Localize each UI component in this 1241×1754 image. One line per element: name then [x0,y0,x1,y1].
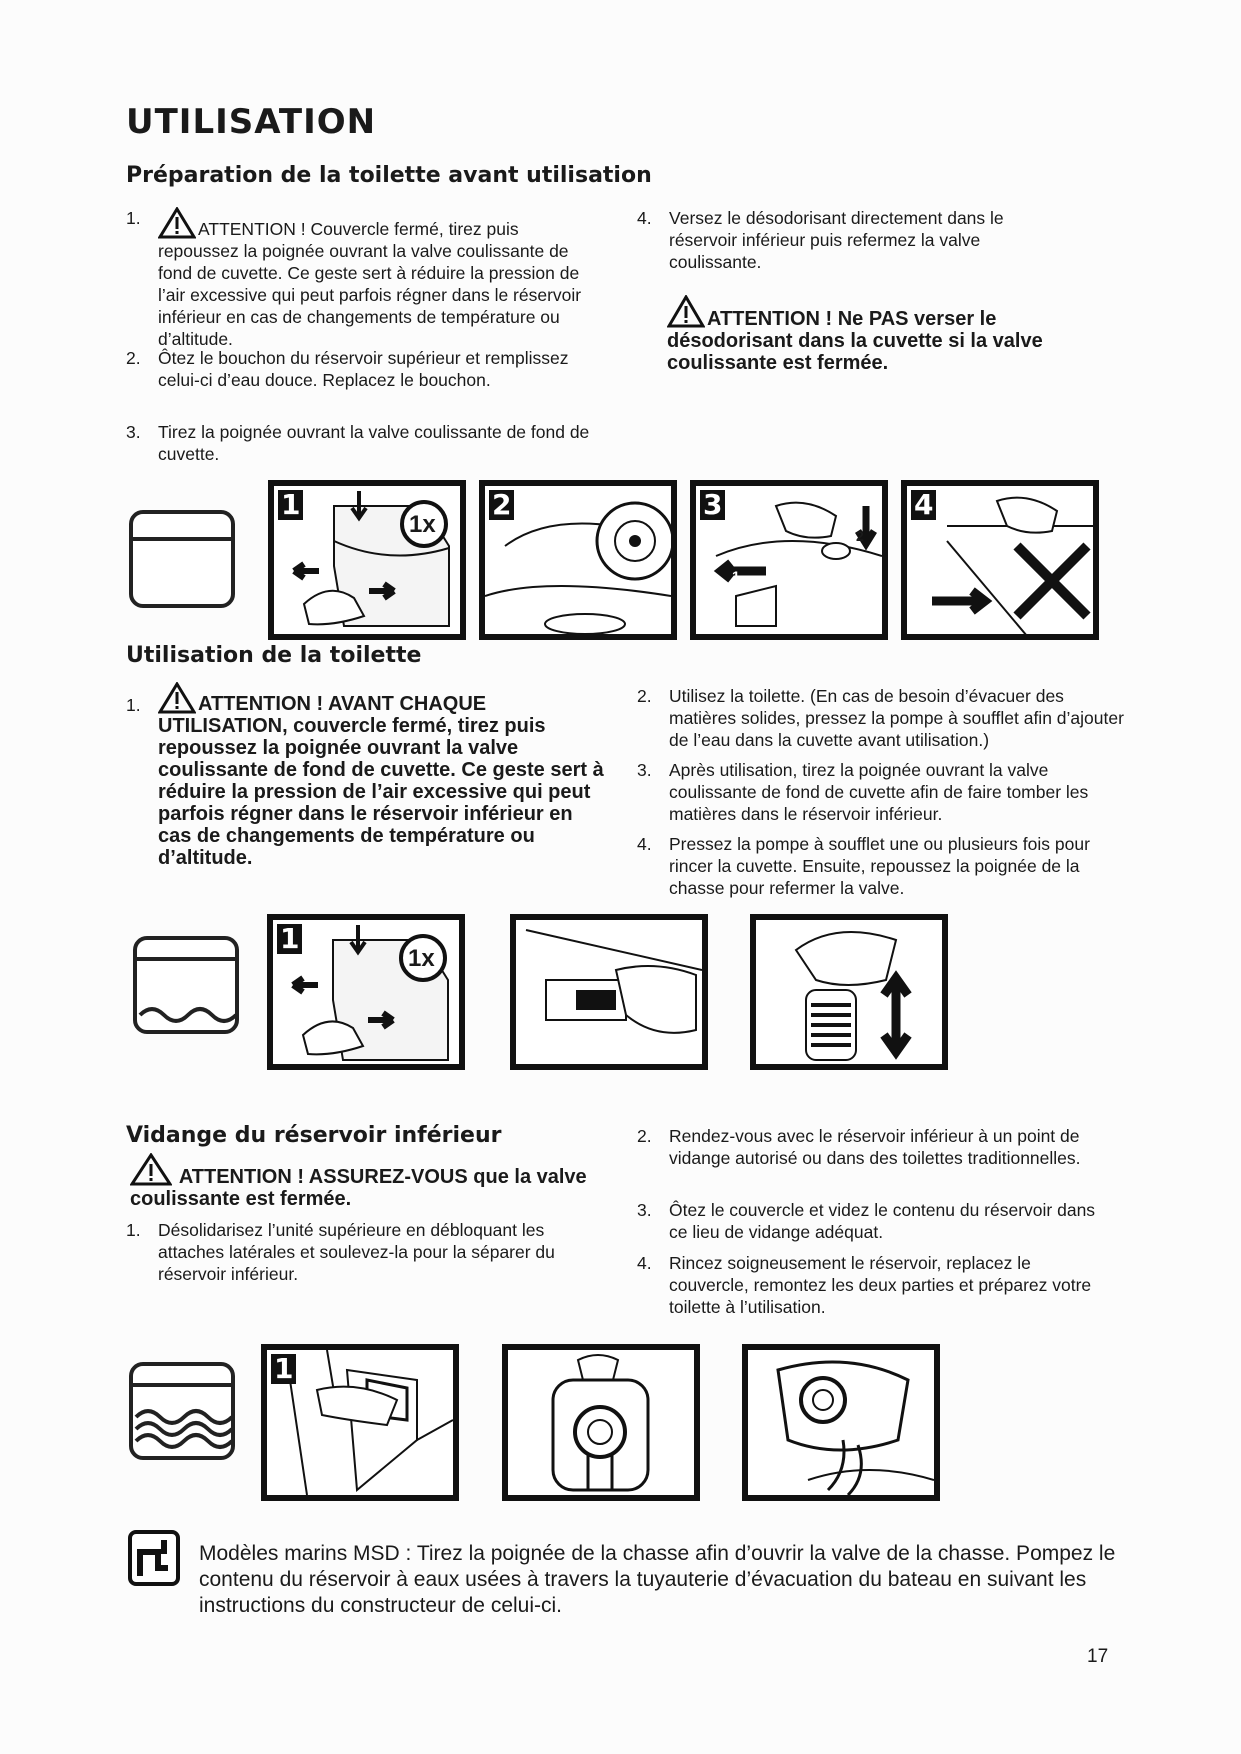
step-number: 3. [637,1200,652,1220]
step-text: Ôtez le bouchon du réservoir supérieur et remplissez celui-ci d’eau douce. Replacez le bouchon. [158,348,569,390]
prep-panel-4 [901,480,1099,640]
panel-number: 3 [700,490,725,520]
panel-number: 2 [489,490,514,520]
panel-number: 1 [271,1354,296,1384]
step-number: 3. [637,760,652,780]
step-text: Ôtez le couvercle et videz le contenu du réservoir dans ce lieu de vidange adéquat. [669,1200,1096,1242]
arrow-label: 1 [732,568,740,584]
step-number: 2. [126,348,141,368]
step-number: 4. [637,834,652,854]
warning-icon [667,295,705,329]
prep-step-1 [126,207,596,350]
warning-text: ATTENTION ! Ne PAS verser le désodorisant dans la cuvette si la valve coulissante est fermée. [667,308,1043,374]
prep-panel-3 [690,480,888,640]
step-number: 4. [637,1253,652,1273]
step-number: 3. [126,422,141,442]
once-label: 1x [408,945,435,972]
step-text: Utilisez la toilette. (En cas de besoin d’évacuer des matières solides, pressez la pompe à soufflet afin d’ajouter de l’eau dans la cuvette avant utilisation.) [669,686,1124,750]
illustration-pull-valve-handle [516,920,702,1064]
use-step-2 [637,685,1127,751]
prep-warning-box [667,295,1107,374]
section-heading-utilisation: Utilisation de la toilette [126,643,422,668]
illustration-empty-tank [748,1350,934,1495]
step-text: Tirez la poignée ouvrant la valve coulissante de fond de cuvette. [158,422,590,464]
page-title: UTILISATION [126,102,377,142]
section-heading-vidange: Vidange du réservoir inférieur [126,1123,502,1148]
arrow-label: 2 [856,528,864,544]
tank-empty-icon [128,509,236,609]
illustration-carry-tank [508,1350,694,1495]
tank-low-level-icon [132,935,240,1035]
use-panel-1 [267,914,465,1070]
step-number: 2. [637,1126,652,1146]
step-text: Rendez-vous avec le réservoir inférieur à un point de vidange autorisé ou dans des toilettes traditionnelles. [669,1126,1081,1168]
step-text: Couvercle fermé, tirez puis repoussez la poignée ouvrant la valve coulissante de fond de cuvette. Ce geste sert à réduire la pression de l’air excessive qui peut parfois régner dans le réservoir inférieur en cas de changements de température ou d’altitude. [158,219,582,349]
step-number: 4. [637,208,652,228]
drain-warning [130,1153,600,1210]
drain-step-3 [637,1199,1097,1243]
warning-icon [130,1153,172,1187]
panel-number: 1 [278,490,303,520]
drain-panel-2 [502,1344,700,1501]
prep-panel-2 [479,480,677,640]
drain-panel-1 [261,1344,459,1501]
step-text: Pressez la pompe à soufflet une ou plusieurs fois pour rincer la cuvette. Ensuite, repoussez la poignée de la chasse pour refermer la valve. [669,834,1090,898]
step-number: 1. [126,1220,141,1240]
illustration-bellows-pump [756,920,942,1064]
step-text: Rincez soigneusement le réservoir, replacez le couvercle, remontez les deux parties et préparez votre toilette à l’utilisation. [669,1253,1092,1317]
use-panel-3 [750,914,948,1070]
warning-label: ATTENTION ! [198,219,306,239]
marine-msd-icon [128,1530,180,1586]
use-step-3 [637,759,1127,825]
drain-step-4 [637,1252,1097,1318]
step-text: Désolidarisez l’unité supérieure en débloquant les attaches latérales et soulevez-la pour la séparer du réservoir inférieur. [158,1220,555,1284]
marine-msd-note: Modèles marins MSD : Tirez la poignée de la chasse afin d’ouvrir la valve de la chasse. Pompez le contenu du réservoir à eaux usées à travers la tuyauterie d’évacuation du bateau en suivant les instructions du constructeur de celui-ci. [199,1542,1116,1617]
warning-icon [158,207,196,239]
step-text: ATTENTION ! AVANT CHAQUE UTILISATION, couvercle fermé, tirez puis repoussez la poignée ouvrant la valve coulissante de fond de cuvette. Ce geste sert à réduire la pression de l’air excessive qui peut parfois régner dans le réservoir inférieur en cas de changements de température ou d’altitude. [158,693,604,869]
use-panel-2 [510,914,708,1070]
prep-step-3 [126,421,596,465]
once-label: 1x [409,511,436,538]
step-number: 1. [126,695,141,715]
use-step-1 [126,678,606,869]
drain-step-2 [637,1125,1097,1169]
page-number: 17 [1087,1646,1109,1667]
drain-panel-3 [742,1344,940,1501]
drain-step-1 [126,1219,606,1285]
use-step-4 [637,833,1127,899]
tank-full-icon [128,1361,236,1461]
warning-text: ATTENTION ! ASSUREZ-VOUS que la valve coulissante est fermée. [130,1166,587,1210]
prep-panel-1 [268,480,466,640]
panel-number: 4 [911,490,936,520]
prep-step-2 [126,347,596,391]
step-number: 2. [637,686,652,706]
panel-number: 1 [277,924,302,954]
step-text: Après utilisation, tirez la poignée ouvrant la valve coulissante de fond de cuvette afin de faire tomber les matières dans le réservoir inférieur. [669,760,1089,824]
section-heading-preparation: Préparation de la toilette avant utilisation [126,163,652,188]
step-number: 1. [126,208,141,228]
step-text: Versez le désodorisant directement dans le réservoir inférieur puis refermez la valve coulissante. [669,208,1004,272]
warning-icon [158,682,196,714]
prep-step-4 [637,207,1057,273]
